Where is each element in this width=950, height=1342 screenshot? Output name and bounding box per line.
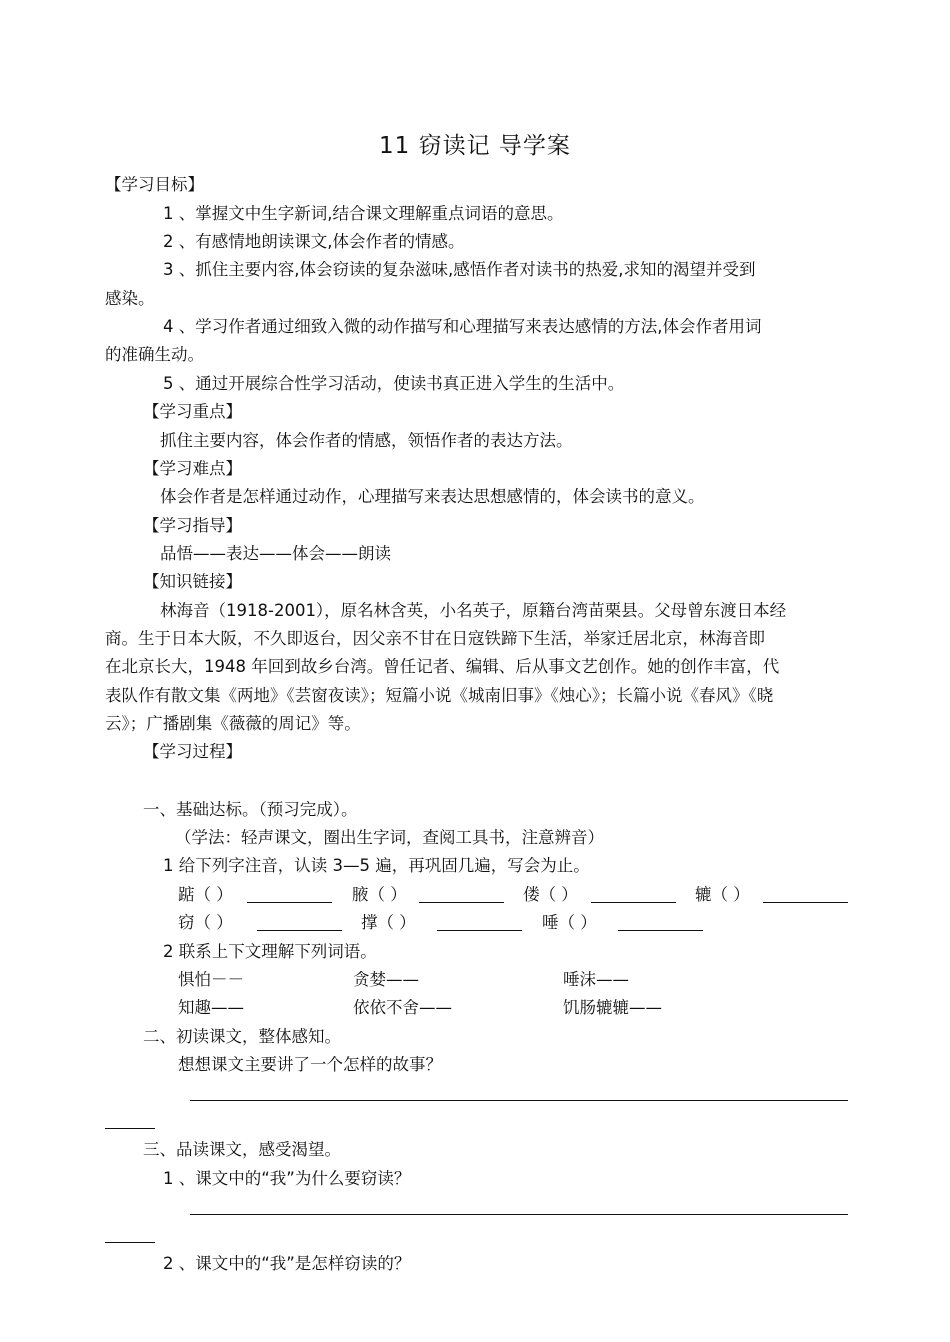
part2-question: 想想课文主要讲了一个怎样的故事？ — [178, 1055, 442, 1074]
pinyin-blank[interactable] — [247, 902, 332, 903]
key-header: 【学习重点】 — [143, 402, 242, 421]
part1-method: （学法：轻声课文，圈出生字词，查阅工具书，注意辨音） — [175, 828, 604, 847]
pinyin-item — [361, 912, 416, 934]
answer-line[interactable] — [105, 1242, 155, 1243]
knowledge-line: 在北京长大，1948 年回到故乡台湾。曾任记者、编辑、后从事文艺创作。她的创作丰富，代 — [105, 657, 780, 676]
pinyin-item — [178, 912, 233, 934]
pinyin-item — [695, 884, 750, 906]
pinyin-item — [523, 884, 578, 906]
goals-header: 【学习目标】 — [105, 175, 204, 194]
pinyin-char: 腋（ ） — [352, 885, 407, 904]
goal-item: 4 、学习作者通过细致入微的动作描写和心理描写来表达感情的方法,体会作者用词 — [163, 317, 762, 336]
pinyin-blank[interactable] — [257, 930, 342, 931]
process-header: 【学习过程】 — [143, 742, 242, 761]
goal-item: 的准确生动。 — [105, 345, 204, 364]
difficulty-header: 【学习难点】 — [143, 459, 242, 478]
vocab-item: 唾沫—— — [563, 970, 629, 989]
pinyin-char: 辘（ ） — [695, 885, 750, 904]
vocab-item: 惧怕－－ — [178, 970, 244, 989]
page-title: 11 窃读记 导学案 — [379, 133, 571, 159]
goal-item: 3 、抓住主要内容,体会窃读的复杂滋味,感悟作者对读书的热爱,求知的渴望并受到 — [163, 260, 756, 279]
guide-text: 品悟——表达——体会——朗读 — [160, 544, 391, 563]
pinyin-blank[interactable] — [618, 930, 703, 931]
pinyin-char: 踮（ ） — [178, 885, 233, 904]
part3-heading: 三、品读课文，感受渴望。 — [143, 1140, 341, 1159]
part2-heading: 二、初读课文，整体感知。 — [143, 1027, 341, 1046]
pinyin-char: 撑（ ） — [361, 913, 416, 932]
pinyin-blank[interactable] — [763, 902, 848, 903]
pinyin-item — [178, 884, 233, 906]
answer-line[interactable] — [105, 1128, 155, 1129]
goal-item: 5 、通过开展综合性学习活动，使读书真正进入学生的生活中。 — [163, 374, 625, 393]
pinyin-blank[interactable] — [591, 902, 676, 903]
vocab-item: 依依不舍—— — [353, 998, 452, 1017]
answer-line[interactable] — [190, 1214, 848, 1215]
pinyin-blank[interactable] — [419, 902, 504, 903]
pinyin-item — [352, 884, 407, 906]
goal-item: 2 、有感情地朗读课文,体会作者的情感。 — [163, 232, 465, 251]
difficulty-text: 体会作者是怎样通过动作，心理描写来表达思想感情的，体会读书的意义。 — [160, 487, 705, 506]
knowledge-line: 云》；广播剧集《薇薇的周记》等。 — [105, 714, 361, 733]
goal-item: 1 、掌握文中生字新词,结合课文理解重点词语的意思。 — [163, 204, 564, 223]
vocab-item: 贪婪—— — [353, 970, 419, 989]
part3-question-1: 1 、课文中的“我”为什么要窃读？ — [163, 1169, 411, 1188]
pinyin-char: 偻（ ） — [523, 885, 578, 904]
knowledge-line: 林海音（1918-2001），原名林含英，小名英子，原籍台湾苗栗县。父母曾东渡日本经 — [160, 601, 787, 620]
pinyin-blank[interactable] — [437, 930, 522, 931]
knowledge-line: 商。生于日本大阪，不久即返台，因父亲不甘在日寇铁蹄下生活，举家迁居北京，林海音即 — [105, 629, 765, 648]
part1-heading: 一、基础达标。（预习完成）。 — [143, 800, 358, 819]
part1-question-2: 2 联系上下文理解下列词语。 — [163, 942, 377, 961]
goal-item: 感染。 — [105, 289, 155, 308]
pinyin-char: 窃（ ） — [178, 913, 233, 932]
part1-question-1: 1 给下列字注音，认读 3—5 遍，再巩固几遍，写会为止。 — [163, 856, 590, 875]
part3-question-2: 2 、课文中的“我”是怎样窃读的？ — [163, 1254, 411, 1273]
knowledge-line: 表队作有散文集《两地》《芸窗夜读》；短篇小说《城南旧事》《烛心》；长篇小说《春风》《晓 — [105, 686, 774, 705]
key-text: 抓住主要内容，体会作者的情感，领悟作者的表达方法。 — [160, 431, 573, 450]
guide-header: 【学习指导】 — [143, 516, 242, 535]
vocab-item: 饥肠辘辘—— — [563, 998, 662, 1017]
answer-line[interactable] — [190, 1100, 848, 1101]
pinyin-item — [542, 912, 597, 934]
pinyin-char: 唾（ ） — [542, 913, 597, 932]
vocab-item: 知趣—— — [178, 998, 244, 1017]
knowledge-header: 【知识链接】 — [143, 572, 242, 591]
